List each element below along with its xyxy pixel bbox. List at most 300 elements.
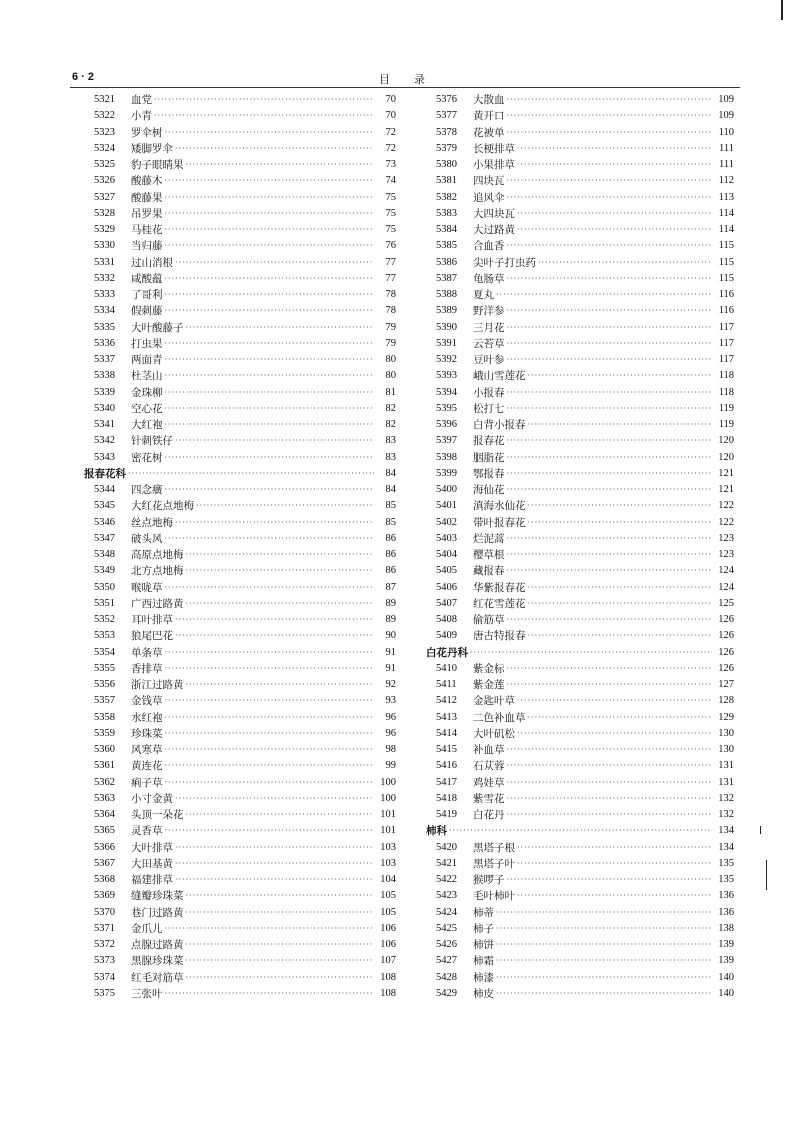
dot-leader bbox=[496, 287, 712, 303]
dot-leader bbox=[165, 368, 375, 384]
entry-number: 5427 bbox=[436, 955, 457, 967]
toc-entry bbox=[414, 986, 734, 1002]
entry-name: 大过路黄 bbox=[473, 224, 515, 237]
page-ref: 83 bbox=[385, 451, 396, 463]
entry-number: 5340 bbox=[94, 402, 115, 414]
entry-number: 5361 bbox=[94, 760, 115, 772]
toc-entry bbox=[72, 417, 396, 433]
entry-name: 大田基黄 bbox=[131, 857, 173, 870]
dot-leader bbox=[528, 515, 713, 531]
dot-leader bbox=[165, 986, 375, 1002]
toc-entry bbox=[72, 872, 396, 888]
entry-name: 当归藤 bbox=[131, 240, 163, 253]
entry-number: 5401 bbox=[436, 500, 457, 512]
toc-entry bbox=[72, 937, 396, 953]
dot-leader bbox=[196, 498, 374, 514]
entry-number: 5355 bbox=[94, 662, 115, 674]
entry-number: 5378 bbox=[436, 126, 457, 138]
entry-name: 痢子草 bbox=[131, 776, 163, 789]
entry-name: 耳叶排草 bbox=[131, 614, 173, 627]
dot-leader bbox=[165, 287, 375, 303]
entry-name: 小报春 bbox=[473, 386, 505, 399]
running-title-2: 录 bbox=[414, 73, 425, 86]
toc-entry bbox=[72, 661, 396, 677]
dot-leader bbox=[165, 417, 375, 433]
entry-name: 酸藤木 bbox=[131, 175, 163, 188]
toc-entry bbox=[414, 710, 734, 726]
entry-number: 5323 bbox=[94, 126, 115, 138]
dot-leader bbox=[507, 612, 713, 628]
entry-name: 小青 bbox=[131, 110, 152, 123]
dot-leader bbox=[470, 645, 712, 661]
dot-leader bbox=[165, 580, 375, 596]
dot-leader bbox=[165, 726, 375, 742]
toc-entry bbox=[72, 125, 396, 141]
page-ref: 85 bbox=[385, 500, 396, 512]
toc-entry bbox=[72, 775, 396, 791]
entry-number: 5383 bbox=[436, 207, 457, 219]
entry-name: 唐古特报春 bbox=[473, 630, 526, 643]
entry-number: 5352 bbox=[94, 614, 115, 626]
dot-leader bbox=[165, 206, 375, 222]
page-ref: 111 bbox=[719, 142, 734, 154]
dot-leader bbox=[186, 970, 375, 986]
toc-entry bbox=[72, 710, 396, 726]
entry-name: 带叶报春花 bbox=[473, 516, 526, 529]
entry-name: 矮脚罗伞 bbox=[131, 142, 173, 155]
dot-leader bbox=[165, 531, 375, 547]
page-ref: 82 bbox=[385, 402, 396, 414]
toc-entry bbox=[72, 693, 396, 709]
toc-entry bbox=[72, 531, 396, 547]
entry-name: 四念癀 bbox=[131, 484, 163, 497]
entry-number: 5406 bbox=[436, 581, 457, 593]
entry-number: 5403 bbox=[436, 532, 457, 544]
dot-leader bbox=[507, 92, 713, 108]
toc-entry bbox=[414, 515, 734, 531]
entry-name: 丝点地梅 bbox=[131, 516, 173, 529]
dot-leader bbox=[496, 905, 712, 921]
page-ref: 104 bbox=[380, 874, 396, 886]
dot-leader bbox=[165, 661, 375, 677]
toc-section-heading bbox=[414, 645, 734, 661]
page-ref: 132 bbox=[718, 792, 734, 804]
section-title: 柿科 bbox=[426, 825, 447, 838]
dot-leader bbox=[507, 661, 713, 677]
entry-name: 合血香 bbox=[473, 240, 505, 253]
toc-entry bbox=[72, 92, 396, 108]
entry-number: 5348 bbox=[94, 549, 115, 561]
dot-leader bbox=[507, 531, 713, 547]
page-ref: 116 bbox=[718, 305, 734, 317]
dot-leader bbox=[165, 190, 375, 206]
entry-name: 尖叶子打虫药 bbox=[473, 256, 536, 269]
page-ref: 122 bbox=[718, 500, 734, 512]
toc-entry bbox=[72, 515, 396, 531]
page-ref: 106 bbox=[380, 939, 396, 951]
entry-number: 5326 bbox=[94, 175, 115, 187]
entry-name: 浙江过路黄 bbox=[131, 679, 184, 692]
dot-leader bbox=[165, 303, 375, 319]
entry-number: 5356 bbox=[94, 679, 115, 691]
page-ref: 86 bbox=[385, 549, 396, 561]
dot-leader bbox=[496, 986, 712, 1002]
page-ref: 86 bbox=[385, 565, 396, 577]
entry-number: 5331 bbox=[94, 256, 115, 268]
entry-name: 缝瓣珍珠菜 bbox=[131, 890, 184, 903]
entry-name: 过山消根 bbox=[131, 256, 173, 269]
toc-entry bbox=[414, 368, 734, 384]
entry-number: 5411 bbox=[436, 679, 457, 691]
entry-name: 广西过路黄 bbox=[131, 597, 184, 610]
entry-name: 松打七 bbox=[473, 402, 505, 415]
dot-leader bbox=[528, 368, 713, 384]
entry-name: 罗伞树 bbox=[131, 126, 163, 139]
toc-entry bbox=[414, 531, 734, 547]
toc-entry bbox=[72, 726, 396, 742]
entry-name: 喉咙草 bbox=[131, 581, 163, 594]
entry-name: 风寒草 bbox=[131, 744, 163, 757]
page-ref: 126 bbox=[718, 646, 734, 658]
page-ref: 126 bbox=[718, 630, 734, 642]
toc-entry bbox=[72, 190, 396, 206]
page-ref: 76 bbox=[385, 240, 396, 252]
entry-number: 5327 bbox=[94, 191, 115, 203]
dot-leader bbox=[507, 807, 713, 823]
entry-number: 5346 bbox=[94, 516, 115, 528]
toc-entry bbox=[414, 206, 734, 222]
page-ref: 130 bbox=[718, 744, 734, 756]
toc-section-heading bbox=[414, 823, 734, 839]
toc-entry bbox=[72, 953, 396, 969]
page-ref: 132 bbox=[718, 809, 734, 821]
entry-name: 四块瓦 bbox=[473, 175, 505, 188]
dot-leader bbox=[175, 612, 374, 628]
page-ref: 110 bbox=[718, 126, 734, 138]
dot-leader bbox=[517, 856, 712, 872]
page-ref: 75 bbox=[385, 191, 396, 203]
entry-name: 豹子眼睛果 bbox=[131, 159, 184, 172]
entry-name: 狼尾巴花 bbox=[131, 630, 173, 643]
page-ref: 92 bbox=[385, 679, 396, 691]
entry-number: 5375 bbox=[94, 987, 115, 999]
dot-leader bbox=[496, 970, 712, 986]
entry-name: 柿蒂 bbox=[473, 906, 494, 919]
toc-entry bbox=[72, 677, 396, 693]
entry-number: 5412 bbox=[436, 695, 457, 707]
page-ref: 115 bbox=[718, 240, 734, 252]
entry-number: 5368 bbox=[94, 874, 115, 886]
entry-name: 鄂报春 bbox=[473, 467, 505, 480]
entry-number: 5347 bbox=[94, 532, 115, 544]
entry-number: 5366 bbox=[94, 841, 115, 853]
dot-leader bbox=[496, 921, 712, 937]
toc-entry bbox=[72, 336, 396, 352]
page-ref: 108 bbox=[380, 971, 396, 983]
toc-entry bbox=[72, 238, 396, 254]
page-ref: 125 bbox=[718, 597, 734, 609]
toc-entry bbox=[414, 385, 734, 401]
toc-entry bbox=[414, 238, 734, 254]
dot-leader bbox=[517, 157, 712, 173]
entry-name: 云苔草 bbox=[473, 337, 505, 350]
entry-name: 龟肠草 bbox=[473, 272, 505, 285]
page-ref: 77 bbox=[385, 256, 396, 268]
page-ref: 108 bbox=[380, 987, 396, 999]
entry-number: 5351 bbox=[94, 597, 115, 609]
toc-entry bbox=[72, 401, 396, 417]
toc-entry bbox=[72, 563, 396, 579]
entry-name: 水红袍 bbox=[131, 711, 163, 724]
dot-leader bbox=[154, 108, 374, 124]
running-title-1: 目 bbox=[379, 73, 390, 86]
entry-number: 5353 bbox=[94, 630, 115, 642]
page-ref: 78 bbox=[385, 289, 396, 301]
page-ref: 113 bbox=[718, 191, 734, 203]
entry-name: 大散血 bbox=[473, 94, 505, 107]
entry-name: 小寸金黄 bbox=[131, 792, 173, 805]
toc-entry bbox=[414, 872, 734, 888]
toc-entry bbox=[414, 498, 734, 514]
entry-name: 两面青 bbox=[131, 354, 163, 367]
entry-number: 5388 bbox=[436, 289, 457, 301]
entry-name: 滇海水仙花 bbox=[473, 500, 526, 513]
dot-leader bbox=[507, 791, 713, 807]
entry-number: 5354 bbox=[94, 646, 115, 658]
entry-name: 福建排草 bbox=[131, 874, 173, 887]
entry-number: 5386 bbox=[436, 256, 457, 268]
page-ref: 121 bbox=[718, 484, 734, 496]
dot-leader bbox=[175, 872, 374, 888]
entry-name: 补血草 bbox=[473, 744, 505, 757]
dot-leader bbox=[165, 693, 375, 709]
dot-leader bbox=[507, 563, 713, 579]
page-ref: 117 bbox=[718, 321, 734, 333]
entry-name: 鸡娃草 bbox=[473, 776, 505, 789]
entry-number: 5397 bbox=[436, 435, 457, 447]
dot-leader bbox=[507, 547, 713, 563]
entry-number: 5405 bbox=[436, 565, 457, 577]
toc-entry bbox=[72, 141, 396, 157]
entry-number: 5419 bbox=[436, 809, 457, 821]
toc-entry bbox=[72, 807, 396, 823]
entry-number: 5329 bbox=[94, 224, 115, 236]
toc-entry bbox=[72, 320, 396, 336]
entry-name: 金珠柳 bbox=[131, 386, 163, 399]
dot-leader bbox=[496, 953, 712, 969]
dot-leader bbox=[528, 628, 713, 644]
dot-leader bbox=[186, 937, 375, 953]
entry-number: 5372 bbox=[94, 939, 115, 951]
dot-leader bbox=[165, 742, 375, 758]
entry-number: 5360 bbox=[94, 744, 115, 756]
page-ref: 93 bbox=[385, 695, 396, 707]
dot-leader bbox=[186, 547, 375, 563]
header-rule bbox=[70, 87, 740, 88]
toc-entry bbox=[414, 320, 734, 336]
toc-entry bbox=[414, 758, 734, 774]
dot-leader bbox=[507, 238, 713, 254]
entry-name: 大叶酸藤子 bbox=[131, 321, 184, 334]
page-ref: 117 bbox=[718, 337, 734, 349]
dot-leader bbox=[186, 157, 375, 173]
entry-number: 5344 bbox=[94, 484, 115, 496]
dot-leader bbox=[507, 742, 713, 758]
toc-entry bbox=[414, 693, 734, 709]
entry-name: 海仙花 bbox=[473, 484, 505, 497]
dot-leader bbox=[507, 466, 713, 482]
page-ref: 131 bbox=[718, 760, 734, 772]
entry-name: 金钱草 bbox=[131, 695, 163, 708]
page-ref: 118 bbox=[718, 386, 734, 398]
toc-entry bbox=[414, 921, 734, 937]
page-ref: 135 bbox=[718, 857, 734, 869]
toc-entry bbox=[72, 222, 396, 238]
dot-leader bbox=[517, 693, 712, 709]
entry-name: 大叶排草 bbox=[131, 841, 173, 854]
page-ref: 116 bbox=[718, 289, 734, 301]
toc-entry bbox=[414, 677, 734, 693]
entry-number: 5349 bbox=[94, 565, 115, 577]
toc-entry bbox=[414, 482, 734, 498]
entry-number: 5322 bbox=[94, 110, 115, 122]
entry-number: 5321 bbox=[94, 94, 115, 106]
page-ref: 140 bbox=[718, 971, 734, 983]
toc-entry bbox=[72, 612, 396, 628]
page-ref: 103 bbox=[380, 857, 396, 869]
entry-number: 5413 bbox=[436, 711, 457, 723]
toc-entry bbox=[414, 628, 734, 644]
entry-number: 5420 bbox=[436, 841, 457, 853]
dot-leader bbox=[507, 190, 713, 206]
entry-name: 紫金标 bbox=[473, 662, 505, 675]
entry-name: 柿漆 bbox=[473, 971, 494, 984]
entry-name: 石苁蓉 bbox=[473, 760, 505, 773]
dot-leader bbox=[507, 677, 713, 693]
entry-name: 紫雪花 bbox=[473, 792, 505, 805]
toc-entry bbox=[414, 661, 734, 677]
entry-number: 5332 bbox=[94, 272, 115, 284]
entry-number: 5385 bbox=[436, 240, 457, 252]
page-ref: 109 bbox=[718, 110, 734, 122]
dot-leader bbox=[496, 937, 712, 953]
toc-entry bbox=[414, 547, 734, 563]
page-ref: 121 bbox=[718, 467, 734, 479]
dot-leader bbox=[449, 823, 712, 839]
dot-leader bbox=[507, 385, 713, 401]
dot-leader bbox=[175, 791, 374, 807]
toc-entry bbox=[414, 742, 734, 758]
entry-name: 紫金莲 bbox=[473, 679, 505, 692]
toc-entry bbox=[414, 255, 734, 271]
entry-number: 5394 bbox=[436, 386, 457, 398]
page-ref: 90 bbox=[385, 630, 396, 642]
entry-number: 5396 bbox=[436, 419, 457, 431]
dot-leader bbox=[165, 450, 375, 466]
dot-leader bbox=[186, 888, 375, 904]
dot-leader bbox=[517, 726, 712, 742]
entry-name: 二色补血草 bbox=[473, 711, 526, 724]
toc-entry bbox=[414, 125, 734, 141]
toc-entry bbox=[72, 287, 396, 303]
entry-name: 杜茎山 bbox=[131, 370, 163, 383]
toc-entry bbox=[72, 905, 396, 921]
entry-name: 花被单 bbox=[473, 126, 505, 139]
dot-leader bbox=[175, 628, 374, 644]
entry-name: 报春花 bbox=[473, 435, 505, 448]
entry-name: 柿饼 bbox=[473, 939, 494, 952]
dot-leader bbox=[165, 125, 375, 141]
toc-entry bbox=[72, 823, 396, 839]
entry-number: 5382 bbox=[436, 191, 457, 203]
entry-name: 追风伞 bbox=[473, 191, 505, 204]
entry-name: 黑腺珍珠菜 bbox=[131, 955, 184, 968]
entry-number: 5339 bbox=[94, 386, 115, 398]
page-ref: 105 bbox=[380, 906, 396, 918]
dot-leader bbox=[186, 677, 375, 693]
dot-leader bbox=[175, 856, 374, 872]
scan-edge-mark bbox=[766, 860, 767, 890]
dot-leader bbox=[186, 563, 375, 579]
dot-leader bbox=[507, 482, 713, 498]
entry-number: 5426 bbox=[436, 939, 457, 951]
page-ref: 106 bbox=[380, 922, 396, 934]
toc-entry bbox=[414, 417, 734, 433]
toc-entry bbox=[414, 401, 734, 417]
entry-name: 大红花点地梅 bbox=[131, 500, 194, 513]
dot-leader bbox=[528, 417, 713, 433]
entry-number: 5392 bbox=[436, 354, 457, 366]
page-ref: 134 bbox=[718, 841, 734, 853]
dot-leader bbox=[507, 433, 713, 449]
entry-number: 5384 bbox=[436, 224, 457, 236]
entry-name: 毛叶柿叶 bbox=[473, 890, 515, 903]
page-ref: 80 bbox=[385, 354, 396, 366]
toc-section-heading bbox=[72, 466, 396, 482]
entry-number: 5330 bbox=[94, 240, 115, 252]
entry-name: 夏丸 bbox=[473, 289, 494, 302]
dot-leader bbox=[165, 173, 375, 189]
toc-left-column bbox=[72, 92, 396, 1002]
entry-name: 大四块瓦 bbox=[473, 207, 515, 220]
dot-leader bbox=[186, 905, 375, 921]
dot-leader bbox=[165, 238, 375, 254]
page-ref: 118 bbox=[718, 370, 734, 382]
toc-entry bbox=[414, 888, 734, 904]
entry-number: 5342 bbox=[94, 435, 115, 447]
page-ref: 91 bbox=[385, 662, 396, 674]
toc-entry bbox=[72, 352, 396, 368]
page-ref: 100 bbox=[380, 776, 396, 788]
page-ref: 72 bbox=[385, 126, 396, 138]
entry-number: 5338 bbox=[94, 370, 115, 382]
page-ref: 96 bbox=[385, 711, 396, 723]
entry-name: 大红袍 bbox=[131, 419, 163, 432]
page-ref: 99 bbox=[385, 760, 396, 772]
entry-number: 5414 bbox=[436, 727, 457, 739]
page-ref: 86 bbox=[385, 532, 396, 544]
toc-entry bbox=[72, 645, 396, 661]
page-ref: 89 bbox=[385, 597, 396, 609]
dot-leader bbox=[507, 872, 713, 888]
dot-leader bbox=[165, 352, 375, 368]
toc-entry bbox=[414, 222, 734, 238]
toc-entry bbox=[72, 206, 396, 222]
page-ref: 134 bbox=[718, 825, 734, 837]
page-ref: 114 bbox=[718, 207, 734, 219]
page-ref: 123 bbox=[718, 532, 734, 544]
dot-leader bbox=[175, 433, 374, 449]
